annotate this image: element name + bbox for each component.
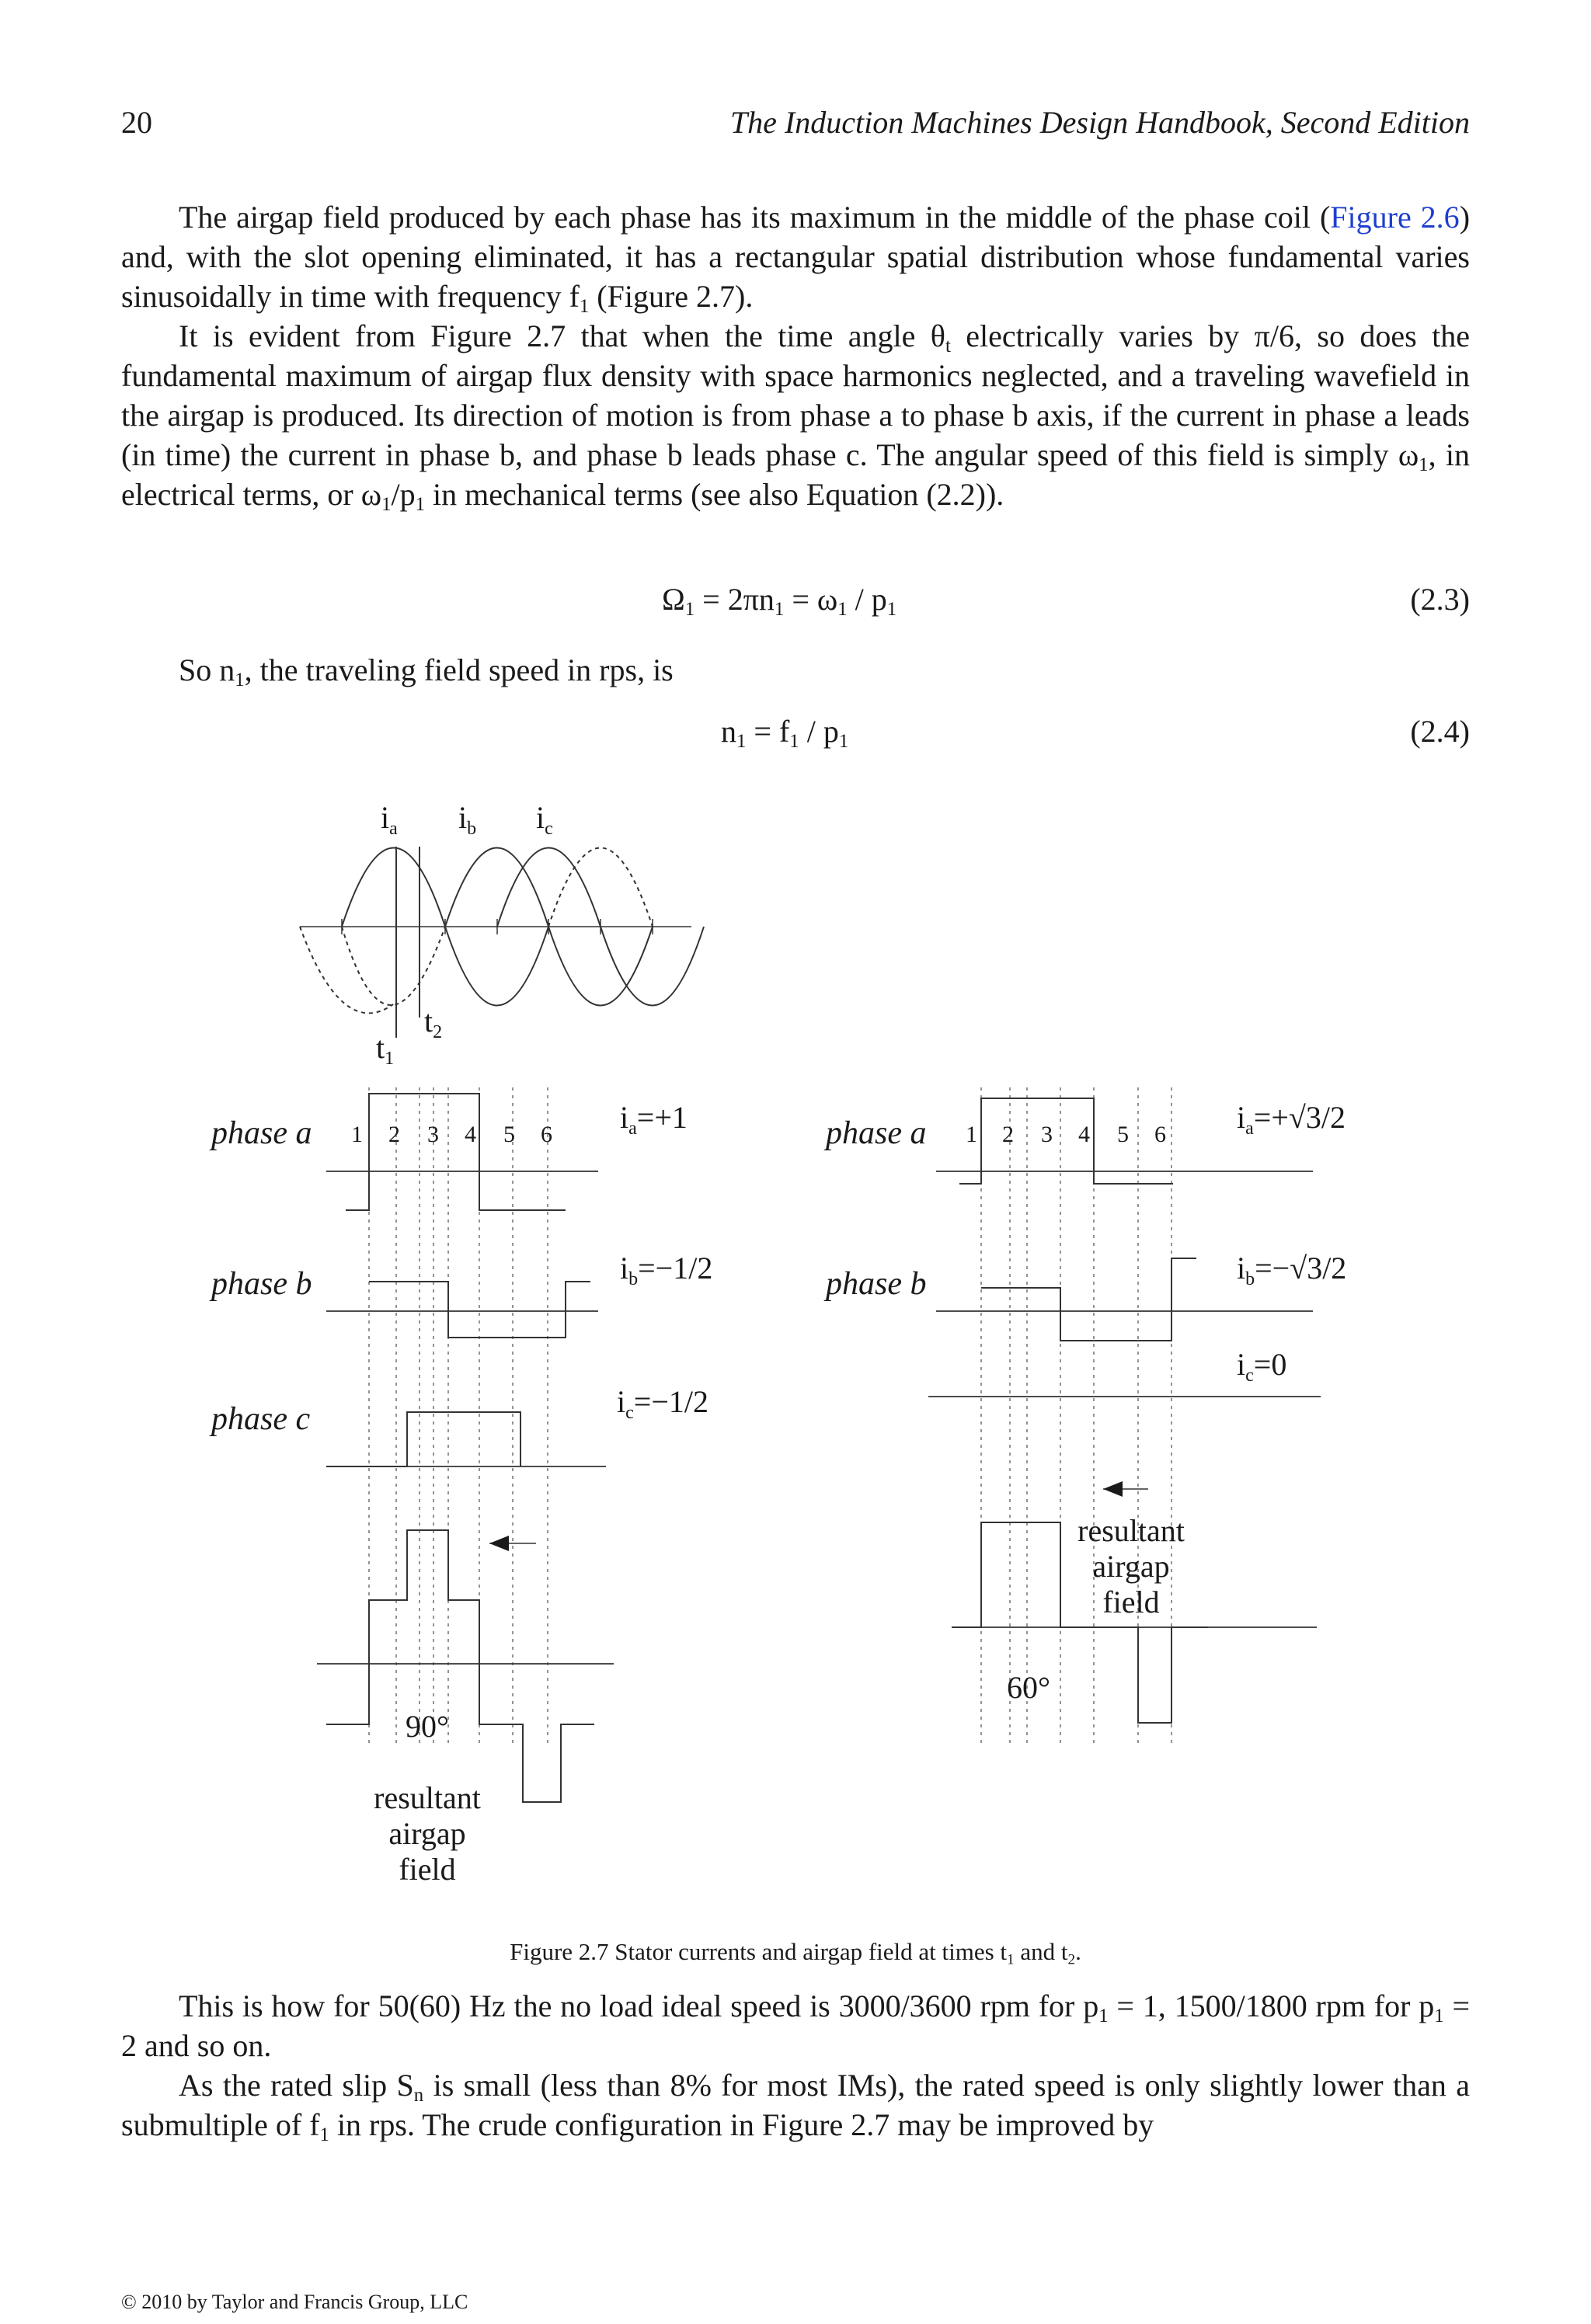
paragraph-4: This is how for 50(60) Hz the no load ideal speed is 3000/3600 rpm for $p_1 = 1$, 1500/1800 rpm for $p_1 = 2$ and so on. (121, 1988, 1471, 2063)
label-t2: $t_2$ (424, 1004, 443, 1042)
equation-number-2-3: (2.3) (1410, 582, 1470, 617)
figure-caption: Figure 2.7 Stator currents and airgap field at times $t_1$ and $t_2$. (510, 1938, 1081, 1968)
label-ic: $i_c$ (536, 800, 553, 839)
left-tick-1: 1 (351, 1122, 363, 1147)
right-resultant-label-3: field (1102, 1585, 1160, 1619)
left-tick-3: 3 (427, 1122, 439, 1147)
left-ia-value: $i_a=+1$ (620, 1100, 688, 1139)
paragraph-1: The airgap field produced by each phase has its maximum in the middle of the phase coil (Figure 2.6) and, with the slot opening eliminated, it has a rectangular spatial distribution whose fundamental varies sinusoidally in time with frequency $f_1$ (Figure 2.7). (121, 200, 1471, 317)
right-tick-6: 6 (1154, 1122, 1166, 1147)
left-resultant-label-2: airgap (388, 1816, 466, 1851)
left-ic-value: $i_c=-1/2$ (617, 1384, 709, 1423)
paragraph-2: It is evident from Figure 2.7 that when the time angle $\theta_t$ electrically varies by π/6, so does the fundamental maximum of airgap flux density with space harmonics neglected, and a traveling wavefield in the airgap is produced. Its direction of motion is from phase a to phase b axis, if the current in phase a leads (in time) the current in phase b, and phase b leads phase c. The angular speed of this field is simply $\omega_1$, in electrical terms, or $\omega_1/p_1$ in mechanical terms (see also Equation (2.2)). (121, 318, 1470, 515)
right-tick-2: 2 (1002, 1122, 1014, 1147)
right-ic-value: $i_c=0$ (1237, 1347, 1287, 1386)
left-phase-c-label: phase c (211, 1401, 311, 1437)
left-resultant-wave (326, 1530, 594, 1802)
equation-number-2-4: (2.4) (1410, 714, 1470, 749)
left-ib-value: $i_b=-1/2$ (620, 1251, 713, 1289)
page-number: 20 (121, 105, 152, 140)
left-phase-a-wave (346, 1094, 566, 1210)
left-resultant-label-3: field (399, 1852, 456, 1887)
right-resultant-label-1: resultant (1077, 1513, 1185, 1548)
left-phase-b-label: phase b (211, 1266, 312, 1302)
right-resultant-label-2: airgap (1092, 1549, 1170, 1584)
right-tick-5: 5 (1117, 1122, 1129, 1147)
paragraph-5: As the rated slip $S_n$ is small (less than 8% for most IMs), the rated speed is only slightly lower than a submultiple of $f_1$ in rps. The crude configuration in Figure 2.7 may be improved by (121, 2068, 1470, 2145)
equation-2-4: $n_1 = f_1 / p_1$ (721, 714, 849, 752)
right-phase-a-label: phase a (826, 1115, 927, 1151)
left-resultant-label-1: resultant (374, 1780, 481, 1815)
copyright-footer: © 2010 by Taylor and Francis Group, LLC (121, 2291, 468, 2313)
left-tick-4: 4 (465, 1122, 476, 1147)
right-tick-4: 4 (1078, 1122, 1090, 1147)
figure-2-6-link[interactable]: Figure 2.6 (1330, 200, 1460, 235)
right-angle-label: 60° (1007, 1670, 1050, 1705)
paragraph-3: So $n_1$, the traveling field speed in rps, is (179, 652, 674, 691)
label-ib: $i_b$ (458, 800, 477, 839)
left-phase-a-label: phase a (211, 1115, 312, 1151)
left-angle-label: 90° (406, 1709, 449, 1744)
direction-arrow-right (1103, 1481, 1123, 1497)
left-tick-5: 5 (503, 1122, 515, 1147)
right-ib-value: $i_b=-√3/2$ (1237, 1251, 1347, 1289)
right-phase-b-wave (981, 1258, 1196, 1341)
direction-arrow-left (489, 1536, 509, 1551)
label-t1: $t_1$ (376, 1030, 395, 1069)
right-tick-3: 3 (1041, 1122, 1053, 1147)
left-phase-c-wave (326, 1412, 520, 1466)
running-header: The Induction Machines Design Handbook, Second Edition (729, 105, 1470, 140)
left-tick-6: 6 (541, 1122, 552, 1147)
equation-2-3: $\Omega_1 = 2\pi n_1 = \omega_1 / p_1$ (662, 582, 897, 620)
label-ia: $i_a$ (381, 800, 398, 839)
right-phase-b-label: phase b (826, 1266, 927, 1302)
right-tick-1: 1 (966, 1122, 977, 1147)
left-tick-2: 2 (388, 1122, 400, 1147)
right-ia-value: $i_a=+√3/2$ (1237, 1100, 1346, 1139)
